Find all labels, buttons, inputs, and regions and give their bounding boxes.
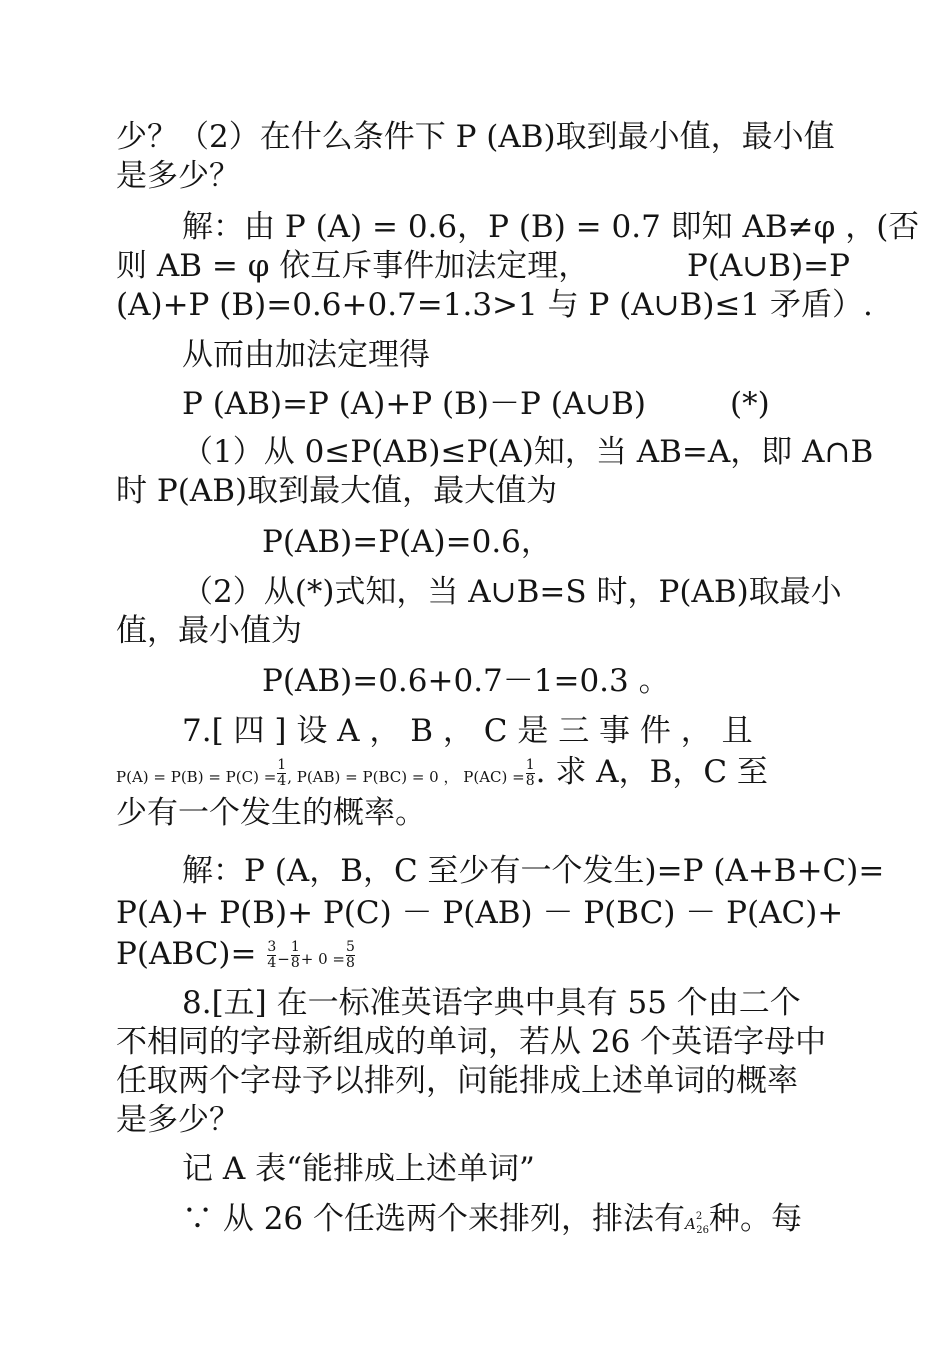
superscript: 2 xyxy=(695,1211,703,1222)
operator: + 0 = xyxy=(300,950,345,968)
text-line xyxy=(182,1197,850,1251)
text-line: P(A)+ P(B)+ P(C) － P(AB) － P(BC) － P(AC)+ xyxy=(116,895,844,931)
numerator: 3 xyxy=(267,939,277,955)
text-span: ∵ 从 26 个任选两个来排列，排法有 xyxy=(182,1201,686,1237)
operator: − xyxy=(277,950,290,968)
denominator: 8 xyxy=(345,955,355,971)
fraction xyxy=(346,940,355,971)
text-line xyxy=(116,752,850,797)
formula-span: P(A) = P(B) = P(C) = xyxy=(116,768,277,786)
formula-line: P(AB)=P(A)=0.6， xyxy=(262,524,552,560)
text-line: 8.[五] 在一标准英语字典中具有 55 个由二个 xyxy=(182,985,801,1021)
text-line: 从而由加法定理得 xyxy=(182,337,430,373)
numerator: 5 xyxy=(345,939,355,955)
text-line: (A)+P (B)=0.6+0.7=1.3>1 与 P (A∪B)≤1 矛盾）. xyxy=(116,287,873,323)
text-span: P(A∪B)=P xyxy=(686,248,850,284)
fraction xyxy=(267,940,276,971)
formula-line: P(AB)=0.6+0.7－1=0.3 。 xyxy=(262,663,670,699)
formula-span: P(ABC)= xyxy=(116,936,257,972)
formula: P (AB)=P (A)+P (B)－P (A∪B) xyxy=(182,386,647,422)
formula-span: , P(AB) = P(BC) = 0 ， P(AC) = xyxy=(287,768,525,786)
denominator: 4 xyxy=(267,955,277,971)
text-line: 是多少？ xyxy=(116,1102,240,1138)
text-line: 解：由 P (A) = 0.6，P (B) = 0.7 即知 AB≠φ ，(否 xyxy=(182,209,920,245)
numerator: 1 xyxy=(277,757,287,773)
text-span: . 求 A，B，C 至 xyxy=(535,754,768,790)
text-line: 时 P(AB)取到最大值，最大值为 xyxy=(116,473,558,509)
numerator: 1 xyxy=(290,939,300,955)
permutation-symbol: A xyxy=(685,1215,696,1233)
text-span: 种。每 xyxy=(708,1201,802,1237)
text-line: 少？（2）在什么条件下 P (AB)取到最小值，最小值 xyxy=(116,119,835,155)
text-line: 是多少？ xyxy=(116,158,240,194)
text-line: 任取两个字母予以排列，问能排成上述单词的概率 xyxy=(116,1063,798,1099)
denominator: 8 xyxy=(525,773,535,789)
fraction xyxy=(277,758,286,789)
subscript: 26 xyxy=(696,1225,709,1236)
text-line: 不相同的字母新组成的单词，若从 26 个英语字母中 xyxy=(116,1024,827,1060)
denominator: 8 xyxy=(290,955,300,971)
text-span: 则 AB = φ 依互斥事件加法定理， xyxy=(116,248,590,284)
text-line: 少有一个发生的概率。 xyxy=(116,795,426,831)
numerator: 1 xyxy=(525,757,535,773)
text-line xyxy=(116,246,850,286)
formula-line xyxy=(116,934,850,979)
text-line: 记 A 表“能排成上述单词” xyxy=(182,1151,535,1187)
text-line: 解：P (A，B，C 至少有一个发生)=P (A+B+C)= xyxy=(182,853,885,889)
fraction xyxy=(291,940,300,971)
text-line: （1）从 0≤P(AB)≤P(A)知，当 AB=A，即 A∩B xyxy=(182,434,874,470)
equation-mark: (*) xyxy=(730,386,770,422)
fraction xyxy=(526,758,535,789)
formula-line xyxy=(182,384,916,424)
text-line: 值，最小值为 xyxy=(116,613,302,649)
text-line: （2）从(*)式知，当 A∪B=S 时，P(AB)取最小 xyxy=(182,574,842,610)
denominator: 4 xyxy=(277,773,287,789)
text-line: 7.[ 四 ] 设 A ， B ， C 是 三 事 件 ， 且 xyxy=(182,713,753,749)
